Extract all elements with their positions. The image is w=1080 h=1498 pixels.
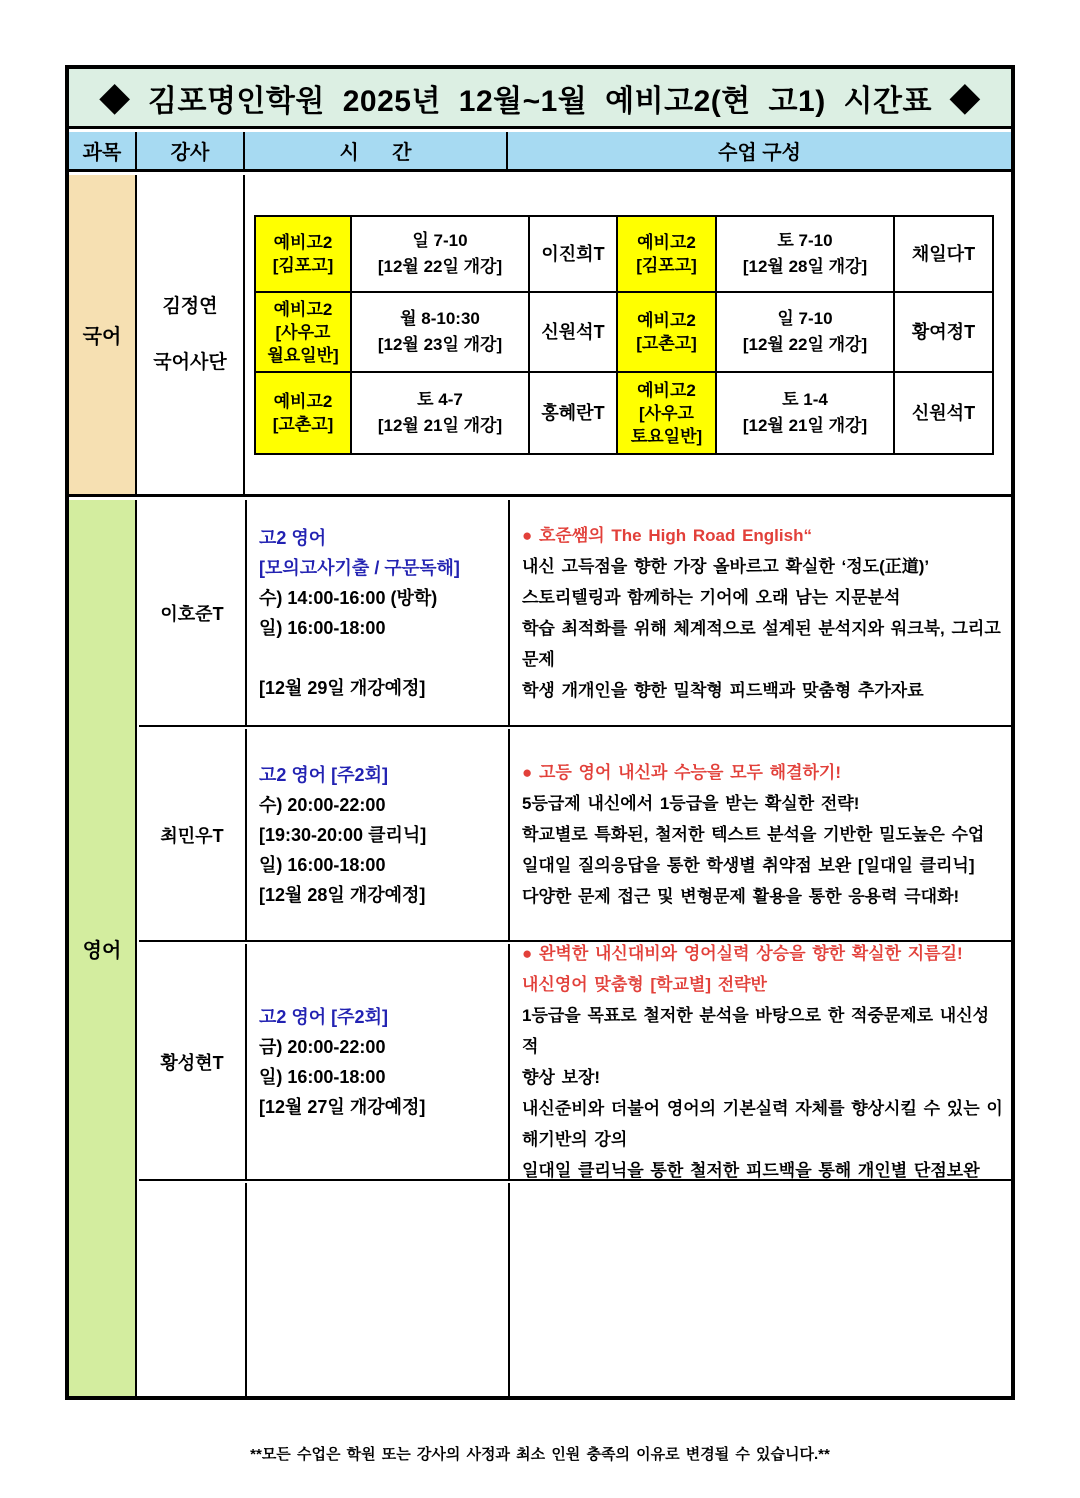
class-badge: 예비고2 [김포고] <box>256 217 352 293</box>
english-teacher: 최민우T <box>139 729 247 940</box>
course-schedule: 수) 20:00-22:00 [19:30-20:00 클리닉] 일) 16:00-18:00 [12월 28일 개강예정] <box>259 794 427 905</box>
page-title: ◆ 김포명인학원 2025년 12월~1월 예비고2(현 고1) 시간표 ◆ <box>69 69 1011 129</box>
class-teacher: 이진희T <box>530 217 618 293</box>
course-headline: ● 완벽한 내신대비와 영어실력 상승을 향한 확실한 지름길! 내신영어 맞춤형 [학교별] 전략반 <box>522 943 963 994</box>
english-teacher: 황성현T <box>139 944 247 1179</box>
english-time-cell <box>247 729 510 940</box>
class-badge: 예비고2 [김포고] <box>618 217 717 293</box>
class-teacher: 황여정T <box>895 293 992 373</box>
course-title: 고2 영어 [주2회] <box>259 764 388 785</box>
class-time: 토 1-4 [12월 21일 개강] <box>717 373 895 453</box>
timetable-table <box>65 65 1015 1400</box>
english-description-cell <box>510 1183 1011 1396</box>
english-time-cell <box>247 1183 510 1396</box>
class-teacher: 신원석T <box>895 373 992 453</box>
english-description-cell <box>510 500 1011 725</box>
class-time: 일 7-10 [12월 22일 개강] <box>717 293 895 373</box>
class-badge: 예비고2 [고촌고] <box>618 293 717 373</box>
header-instructor: 강사 <box>137 132 245 169</box>
english-row <box>139 944 1011 1181</box>
header-time: 시 간 <box>245 132 508 169</box>
korean-subject-label: 국어 <box>69 175 137 494</box>
disclaimer-note: **모든 수업은 학원 또는 강사의 사정과 최소 인원 충족의 이유로 변경될 수 있습니다.** <box>250 1446 830 1463</box>
class-teacher: 신원석T <box>530 293 618 373</box>
header-subject: 과목 <box>69 132 137 169</box>
course-description: 5등급제 내신에서 1등급을 받는 확실한 전략! 학교별로 특화된, 철저한 텍스트 분석을 기반한 밀도높은 수업 일대일 질의응답을 통한 학생별 취약점 보완 [일대일 클리닉] 다양한 문제 접근 및 변형문제 활용을 통한 응용력 극대화! <box>522 794 985 906</box>
english-description-cell <box>510 944 1011 1179</box>
english-subject-label: 영어 <box>69 500 137 1396</box>
header-composition: 수업 구성 <box>718 142 801 164</box>
english-teacher: 이호준T <box>139 500 247 725</box>
english-row <box>139 500 1011 727</box>
column-header-row <box>69 132 1011 172</box>
course-schedule: 금) 20:00-22:00 일) 16:00-18:00 [12월 27일 개강예정] <box>259 1036 426 1117</box>
english-row <box>139 729 1011 942</box>
class-time: 월 8-10:30 [12월 23일 개강] <box>352 293 530 373</box>
class-badge: 예비고2 [사우고 토요일반] <box>618 373 717 453</box>
class-teacher: 채일다T <box>895 217 992 293</box>
class-time: 토 4-7 [12월 21일 개강] <box>352 373 530 453</box>
english-teacher <box>139 1183 247 1396</box>
course-title: 고2 영어 [모의고사기출 / 구문독해] <box>259 527 460 578</box>
korean-schedule-grid <box>254 215 994 455</box>
english-time-cell <box>247 500 510 725</box>
course-description: 1등급을 목표로 철저한 분석을 바탕으로 한 적중문제로 내신성적 향상 보장! 내신준비와 더불어 영어의 기본실력 자체를 향상시킬 수 있는 이 해기반의 강의 일대일 클리닉을 통한 철저한 피드백을 통해 개인별 단점보완 <box>522 1005 1003 1180</box>
korean-schedule-area <box>245 175 1011 494</box>
class-badge: 예비고2 [고촌고] <box>256 373 352 453</box>
korean-instructor: 김정연 국어사단 <box>137 175 245 494</box>
course-schedule: 수) 14:00-16:00 (방학) 일) 16:00-18:00 [12월 29일 개강예정] <box>259 587 438 698</box>
course-description: 내신 고득점을 향한 가장 올바르고 확실한 ‘정도(正道)’ 스토리텔링과 함께하는 기어에 오래 남는 지문분석 학습 최적화를 위해 체계적으로 설계된 분석지와 워크북, 그리고 문제 학생 개개인을 향한 밀착형 피드백과 맞춤형 추가자료 <box>522 556 1001 700</box>
class-time: 일 7-10 [12월 22일 개강] <box>352 217 530 293</box>
course-headline: ● 고등 영어 내신과 수능을 모두 해결하기! <box>522 763 842 782</box>
course-headline: ● 호준쌤의 The High Road English“ <box>522 525 812 545</box>
course-title: 고2 영어 [주2회] <box>259 1006 388 1027</box>
class-time: 토 7-10 [12월 28일 개강] <box>717 217 895 293</box>
english-description-cell <box>510 729 1011 940</box>
english-row-empty <box>139 1183 1011 1396</box>
class-badge: 예비고2 [사우고 월요일반] <box>256 293 352 373</box>
english-time-cell <box>247 944 510 1179</box>
class-teacher: 홍혜란T <box>530 373 618 453</box>
korean-section <box>69 175 1011 497</box>
